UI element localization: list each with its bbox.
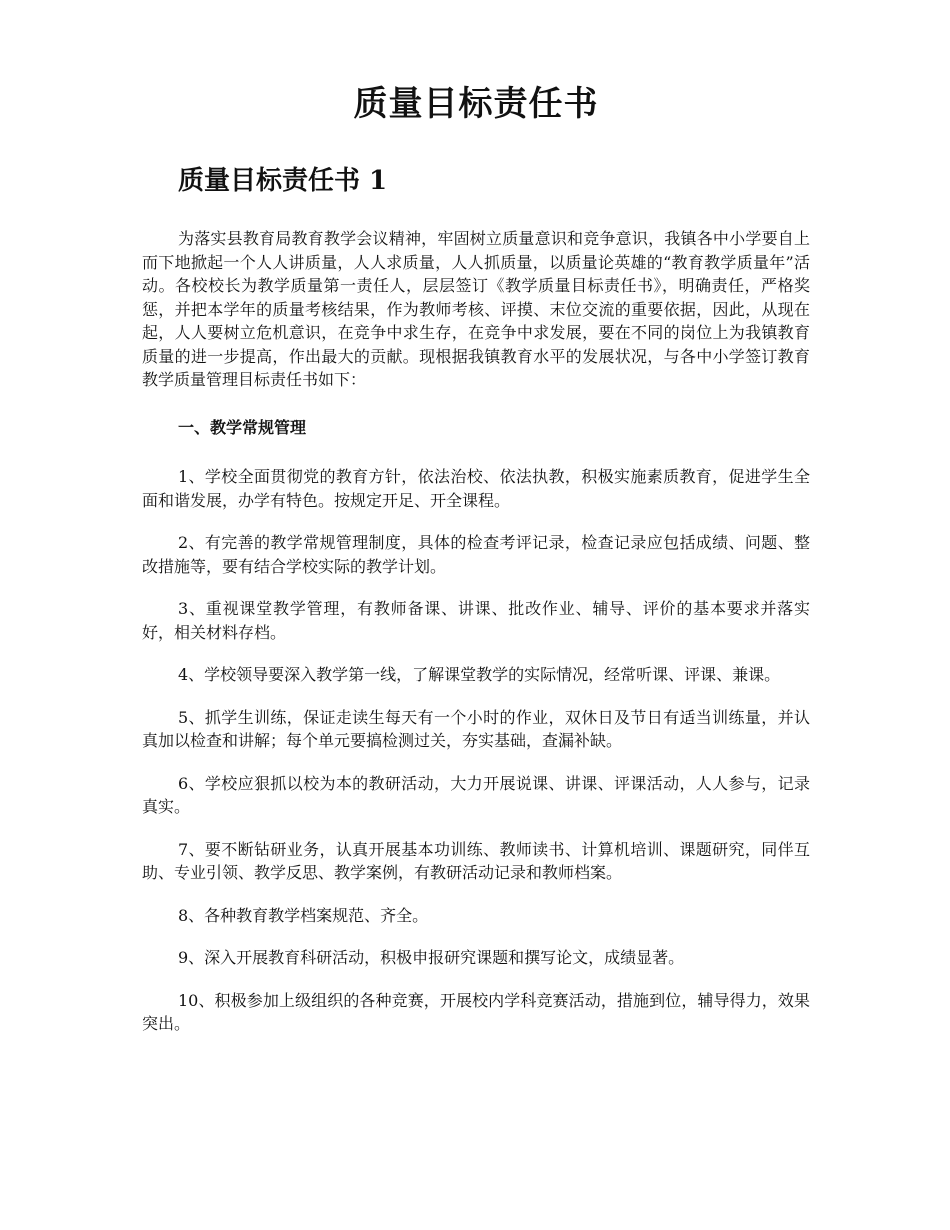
list-item: 8、各种教育教学档案规范、齐全。 — [178, 905, 429, 925]
list-item: 5、抓学生训练，保证走读生每天有一个小时的作业，双休日及节日有适当训练量，并认真加以检查和讲解；每个单元要搞检测过关，夯实基础，查漏补缺。 — [142, 707, 810, 750]
intro-paragraph: 为落实县教育局教育教学会议精神，牢固树立质量意识和竞争意识，我镇各中小学要自上而下地掀起一个人人讲质量，人人求质量，人人抓质量，以质量论英雄的“教育教学质量年”活动。各校校长为教学质量第一责任人，层层签订《教学质量目标责任书》，明确责任，严格奖惩，并把本学年的质量考核结果，作为教师考核、评摸、末位交流的重要依据，因此，从现在起，人人要树立危机意识，在竞争中求生存，在竞争中求发展，要在不同的岗位上为我镇教育质量的进一步提高，作出最大的贡献。现根据我镇教育水平的发展状况，与各中小学签订教育教学质量管理目标责任书如下： — [142, 229, 810, 389]
list-item: 10、积极参加上级组织的各种竞赛，开展校内学科竞赛活动，措施到位，辅导得力，效果突出。 — [142, 990, 810, 1033]
document-body — [142, 227, 810, 1055]
list-item: 9、深入开展教育科研活动，积极申报研究课题和撰写论文，成绩显著。 — [178, 948, 685, 967]
document-title: 质量目标责任书 — [353, 84, 599, 124]
list-item: 7、要不断钻研业务，认真开展基本功训练、教师读书、计算机培训、课题研究，同伴互助、专业引领、教学反思、教学案例，有教研活动记录和教师档案。 — [142, 839, 810, 882]
section-title: 质量目标责任书 1 — [178, 166, 388, 196]
list-item: 6、学校应狠抓以校为本的教研活动，大力开展说课、讲课、评课活动，人人参与，记录真实。 — [142, 773, 810, 816]
list-item: 1、学校全面贯彻党的教育方针，依法治校、依法执教，积极实施素质教育，促进学生全面和谐发展，办学有特色。按规定开足、开全课程。 — [142, 467, 810, 510]
subheading: 一、教学常规管理 — [178, 417, 307, 437]
list-item: 4、学校领导要深入教学第一线，了解课堂教学的实际情况，经常听课、评课、兼课。 — [178, 665, 781, 684]
list-item: 2、有完善的教学常规管理制度，具体的检查考评记录，检查记录应包括成绩、问题、整改措施等，要有结合学校实际的教学计划。 — [142, 533, 810, 576]
list-item: 3、重视课堂教学管理，有教师备课、讲课、批改作业、辅导、评价的基本要求并落实好，相关材料存档。 — [142, 599, 810, 642]
